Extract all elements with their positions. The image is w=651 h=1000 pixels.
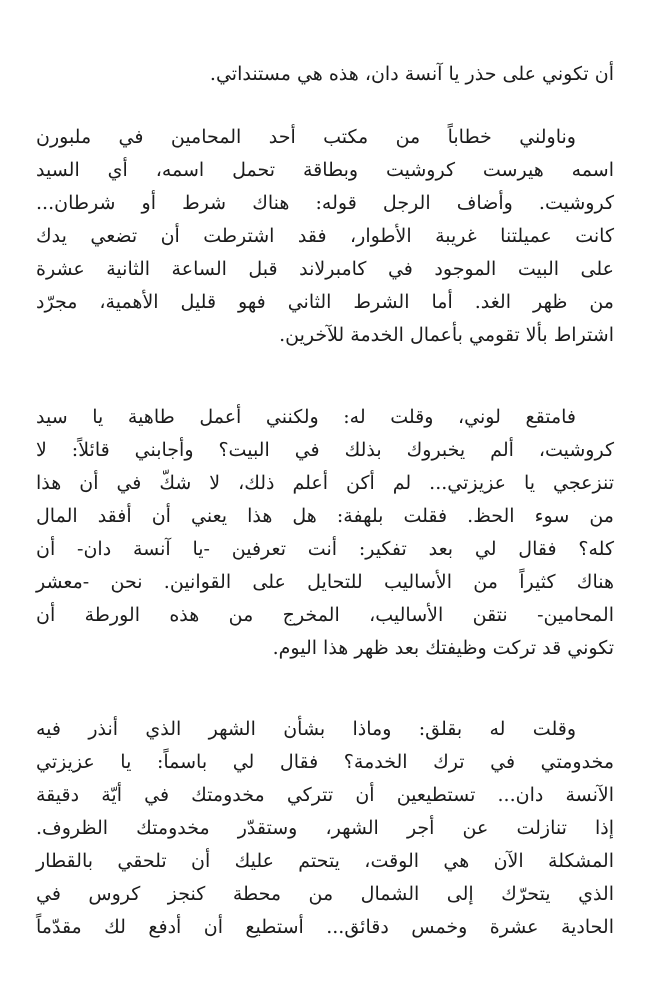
text-line: المحامين- نتقن الأساليب، المخرج من هذه الورطة أن [36,604,614,626]
text-line: مخدومتي في ترك الخدمة؟ فقال لي باسماً: يا عزيزتي [36,751,614,773]
paragraph-2 [36,121,614,352]
text-line: تكوني قد تركت وظيفتك بعد ظهر هذا اليوم. [272,637,614,659]
text-line: كله؟ فقال لي بعد تفكير: أنت تعرفين -يا آنسة دان- أن [36,538,614,560]
text-line: اشتراط بألا تقومي بأعمال الخدمة للآخرين. [279,324,614,346]
text-line: المشكلة الآن هي الوقت، يتحتم عليك أن تلحقي بالقطار [36,850,614,872]
text-line: تنزعجي يا عزيزتي... لم أكن أعلم ذلك، لا شكّ في أن هذا [36,472,614,494]
paragraph-3 [36,401,614,665]
text-line: كروشيت، ألم يخبروك بذلك في البيت؟ وأجابني قائلاً: لا [36,439,614,461]
text-line: إذا تنازلت عن أجر الشهر، وستقدّر مخدومتك الظروف. [36,817,614,839]
text-line: هناك كثيراً من الأساليب للتحايل على القوانين. نحن -معشر [36,571,614,593]
paragraph-1 [36,58,614,91]
text-line: على البيت الموجود في كامبرلاند قبل الساعة الثانية عشرة [36,258,614,280]
paragraph-4 [36,713,614,944]
text-line: من ظهر الغد. أما الشرط الثاني فهو قليل الأهمية، مجرّد [36,291,614,313]
text-line: كروشيت. وأضاف الرجل قوله: هناك شرط أو شرطان... [36,192,614,214]
text-line: الحادية عشرة وخمس دقائق... أستطيع أن أدفع لك مقدّماً [36,916,614,938]
text-line: فامتقع لوني، وقلت له: ولكنني أعمل طاهية يا سيد [36,406,576,428]
text-line: الذي يتحرّك إلى الشمال من محطة كنجز كروس في [36,883,614,905]
text-line: وقلت له بقلق: وماذا بشأن الشهر الذي أنذر فيه [36,718,576,740]
text-line: كانت عميلتنا غريبة الأطوار، فقد اشترطت أن تضعي يدك [36,225,614,247]
text-line: وناولني خطاباً من مكتب أحد المحامين في ملبورن [36,126,576,148]
text-line: أن تكوني على حذر يا آنسة دان، هذه هي مستنداتي. [209,63,614,85]
text-line: الآنسة دان... تستطيعين أن تتركي مخدومتك في أيّة دقيقة [36,784,614,806]
text-line: من سوء الحظ. فقلت بلهفة: هل هذا يعني أن أفقد المال [36,505,614,527]
text-line: اسمه هيرست كروشيت وبطاقة تحمل اسمه، أي السيد [36,159,614,181]
